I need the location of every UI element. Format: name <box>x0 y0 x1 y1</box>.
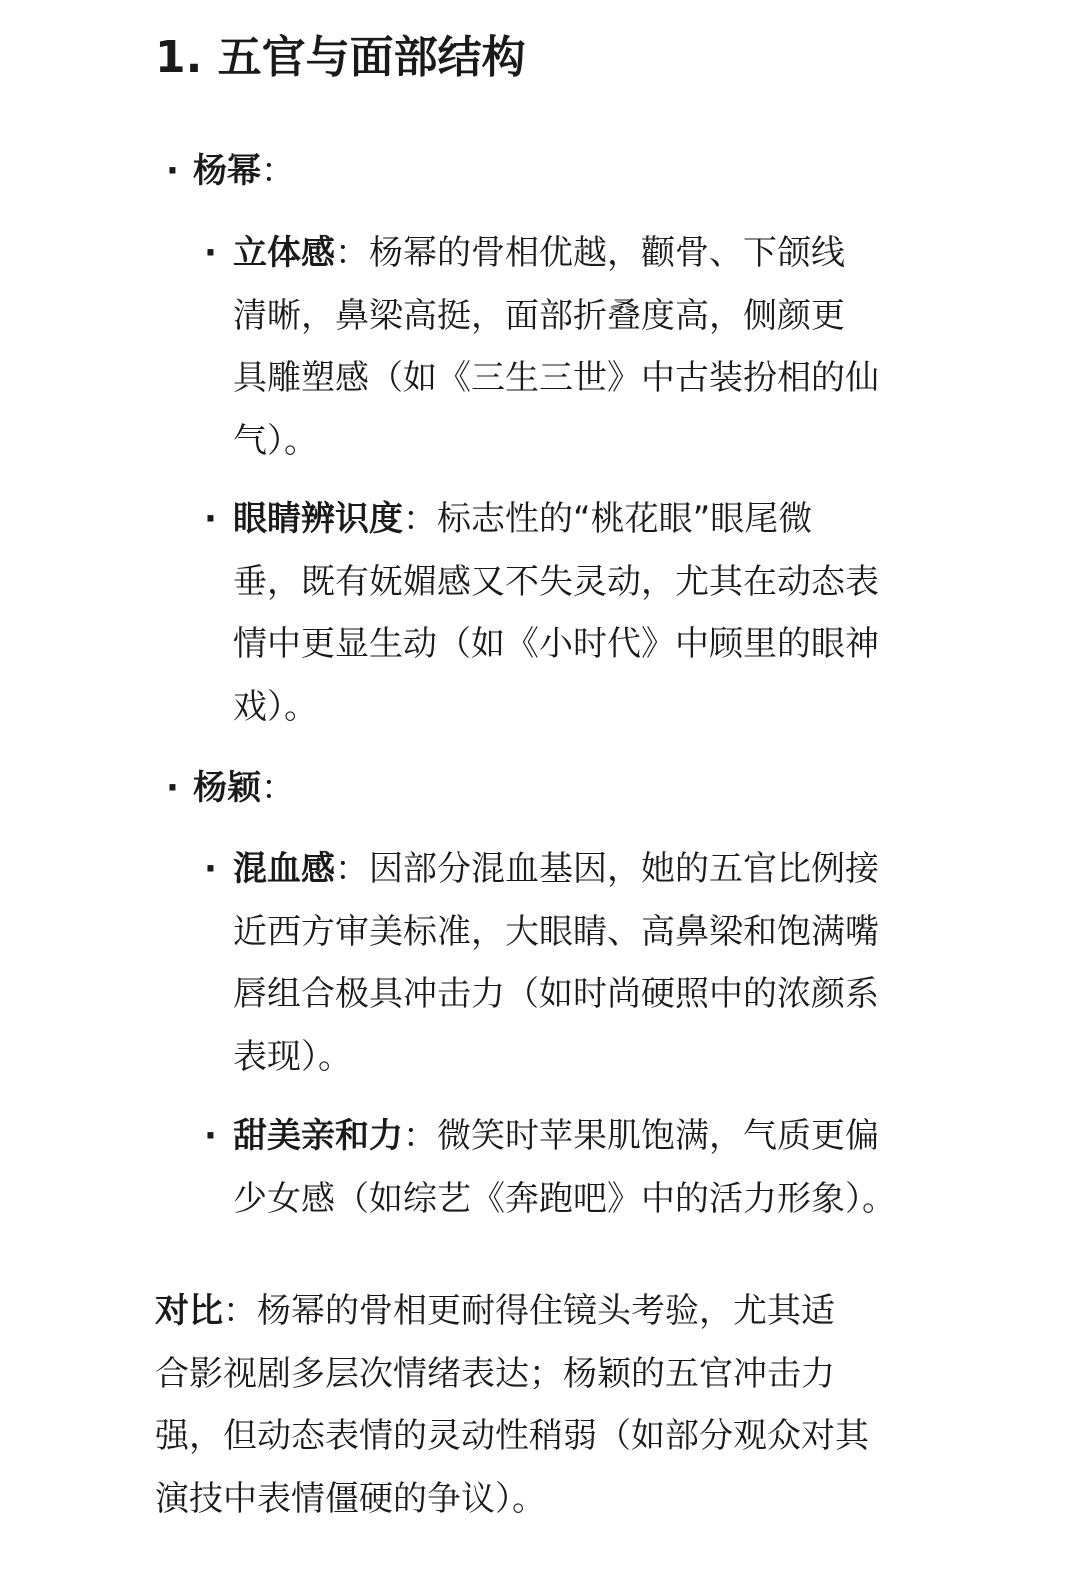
sub-bullet-text: 因部分混血基因，她的五官比例接 <box>369 849 879 889</box>
summary-text: 杨幂的骨相更耐得住镜头考验，尤其适 <box>257 1291 835 1331</box>
sub-bullet-text: 戏）。 <box>233 686 318 727</box>
bullet-label: 杨幂 <box>193 151 261 191</box>
sub-bullet-mixed-look <box>204 838 1034 1088</box>
sub-bullet-colon: ： <box>403 499 437 539</box>
sub-bullet-text: 表现）。 <box>233 1036 352 1077</box>
sub-bullet-colon: ： <box>335 849 369 889</box>
sub-bullet-text: 清晰，鼻梁高挺，面部折叠度高，侧颜更 <box>233 295 845 336</box>
sub-bullet-text: 情中更显生动（如《小时代》中顾里的眼神 <box>233 624 879 664</box>
sub-bullet-text: 微笑时苹果肌饱满，气质更偏 <box>437 1116 879 1156</box>
comparison-summary <box>155 1280 1035 1530</box>
section-heading: 1. 五官与面部结构 <box>155 32 526 83</box>
sub-bullet-text: 唇组合极具冲击力（如时尚硬照中的浓颜系 <box>233 974 879 1014</box>
summary-term: 对比 <box>155 1291 223 1331</box>
bullet-dot: · <box>166 768 179 808</box>
summary-text: 演技中表情僵硬的争议）。 <box>155 1478 546 1519</box>
sub-bullet-text: 气）。 <box>233 420 318 461</box>
sub-bullet-text: 近西方审美标准，大眼睛、高鼻梁和饱满嘴 <box>233 911 879 952</box>
sub-bullet-text: 少女感（如综艺《奔跑吧》中的活力形象）。 <box>233 1178 896 1219</box>
summary-text: 合影视剧多层次情绪表达；杨颖的五官冲击力 <box>155 1353 835 1394</box>
sub-bullet-term: 眼睛辨识度 <box>233 499 403 539</box>
bullet-dot: · <box>204 233 217 273</box>
sub-bullet-term: 立体感 <box>233 233 335 273</box>
bullet-label: 杨颖 <box>193 768 261 808</box>
sub-bullet-eye-recognition <box>204 488 1034 738</box>
sub-bullet-colon: ： <box>335 233 369 273</box>
sub-bullet-term: 混血感 <box>233 849 335 889</box>
bullet-dot: · <box>204 849 217 889</box>
sub-bullet-text: 垂，既有妩媚感又不失灵动，尤其在动态表 <box>233 561 879 602</box>
summary-colon: ： <box>223 1291 257 1331</box>
bullet-yang-ying <box>166 765 295 811</box>
sub-bullet-colon: ： <box>403 1116 437 1156</box>
sub-bullet-3d-feel <box>204 222 1034 472</box>
sub-bullet-sweet-affinity <box>204 1105 1034 1230</box>
sub-bullet-term: 甜美亲和力 <box>233 1116 403 1156</box>
bullet-dot: · <box>166 151 179 191</box>
bullet-dot: · <box>204 499 217 539</box>
sub-bullet-text: 标志性的“桃花眼”眼尾微 <box>437 499 813 539</box>
bullet-yang-mi <box>166 148 295 194</box>
sub-bullet-text: 具雕塑感（如《三生三世》中古装扮相的仙 <box>233 358 879 398</box>
bullet-colon: ： <box>261 768 295 808</box>
bullet-colon: ： <box>261 151 295 191</box>
summary-text: 强，但动态表情的灵动性稍弱（如部分观众对其 <box>155 1416 869 1456</box>
sub-bullet-text: 杨幂的骨相优越，颧骨、下颌线 <box>369 233 845 273</box>
bullet-dot: · <box>204 1116 217 1156</box>
